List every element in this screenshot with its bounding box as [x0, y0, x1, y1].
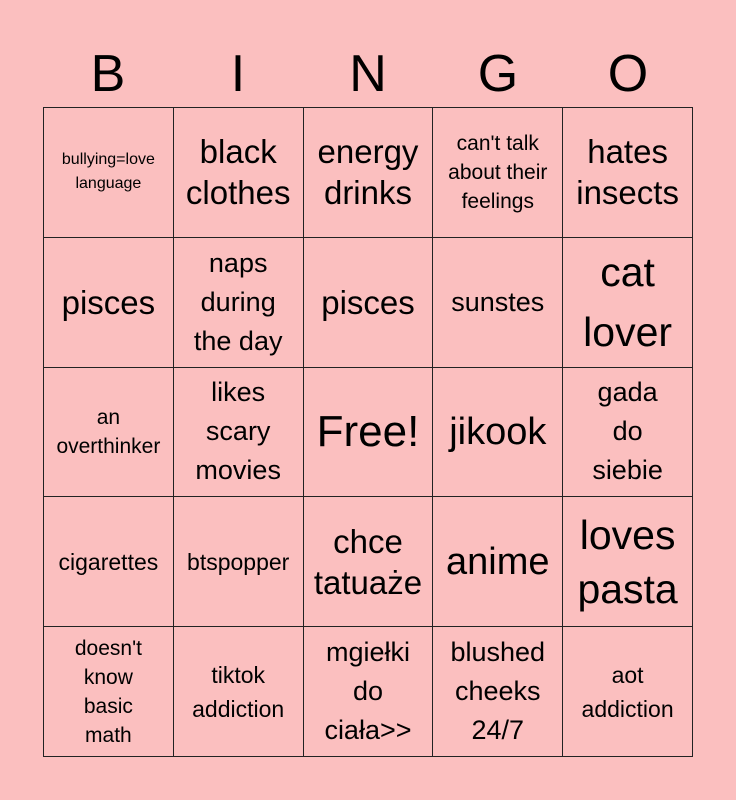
bingo-cell[interactable]: [174, 368, 304, 498]
bingo-cell[interactable]: [563, 368, 693, 498]
cell-label: pisces: [321, 283, 415, 321]
cell-label: pisces: [61, 283, 156, 321]
cell-label: cat lover: [583, 249, 673, 356]
cell-label: anime: [446, 540, 550, 583]
header-letter-b: B: [90, 45, 126, 103]
bingo-cell[interactable]: [44, 497, 174, 627]
cell-label: cigarettes: [58, 548, 159, 575]
cell-label: an overthinker: [56, 405, 161, 458]
bingo-cell[interactable]: [433, 368, 563, 498]
cell-label: black clothes: [185, 133, 291, 212]
cell-label: aot addiction: [581, 661, 674, 722]
cell-label: can't talk about their feelings: [448, 131, 548, 213]
cell-label: mgiełki do ciała>>: [324, 637, 412, 746]
bingo-cell[interactable]: [174, 108, 304, 238]
cell-label: loves pasta: [577, 511, 678, 612]
bingo-cell[interactable]: [563, 238, 693, 368]
bingo-cell[interactable]: [44, 238, 174, 368]
bingo-cell[interactable]: [433, 108, 563, 238]
bingo-board: [43, 107, 693, 757]
cell-label: btspopper: [187, 548, 290, 575]
cell-label: naps during the day: [193, 247, 283, 356]
cell-label: tiktok addiction: [192, 661, 285, 722]
header-letter-g: G: [477, 45, 519, 103]
bingo-cell[interactable]: [563, 108, 693, 238]
bingo-cell[interactable]: [433, 497, 563, 627]
bingo-cell[interactable]: [433, 627, 563, 757]
cell-label: chce tatuaże: [313, 522, 423, 601]
cell-label: doesn't know basic math: [74, 636, 142, 747]
cell-label: likes scary movies: [195, 377, 281, 486]
bingo-cell[interactable]: [44, 368, 174, 498]
bingo-cell[interactable]: [44, 627, 174, 757]
cell-label: energy drinks: [317, 133, 419, 212]
cell-label: jikook: [449, 410, 547, 453]
bingo-cell[interactable]: [563, 627, 693, 757]
bingo-header: [43, 44, 693, 104]
cell-label: bullying=love language: [61, 151, 155, 193]
bingo-cell[interactable]: [304, 108, 434, 238]
bingo-cell[interactable]: [174, 627, 304, 757]
bingo-cell[interactable]: [174, 497, 304, 627]
cell-label: hates insects: [576, 133, 679, 212]
bingo-cell[interactable]: [304, 368, 434, 498]
cell-label: gada do siebie: [592, 377, 663, 486]
bingo-cell[interactable]: [174, 238, 304, 368]
cell-label: blushed cheeks 24/7: [450, 637, 546, 746]
bingo-cell[interactable]: [44, 108, 174, 238]
cell-label: sunstes: [451, 286, 545, 317]
bingo-cell[interactable]: [433, 238, 563, 368]
bingo-cell[interactable]: [304, 627, 434, 757]
header-letter-n: N: [349, 45, 387, 103]
header-letter-i: I: [230, 45, 246, 103]
cell-label: Free!: [316, 406, 420, 456]
bingo-cell[interactable]: [304, 238, 434, 368]
bingo-cell[interactable]: [304, 497, 434, 627]
bingo-cell[interactable]: [563, 497, 693, 627]
header-letter-o: O: [607, 45, 649, 103]
